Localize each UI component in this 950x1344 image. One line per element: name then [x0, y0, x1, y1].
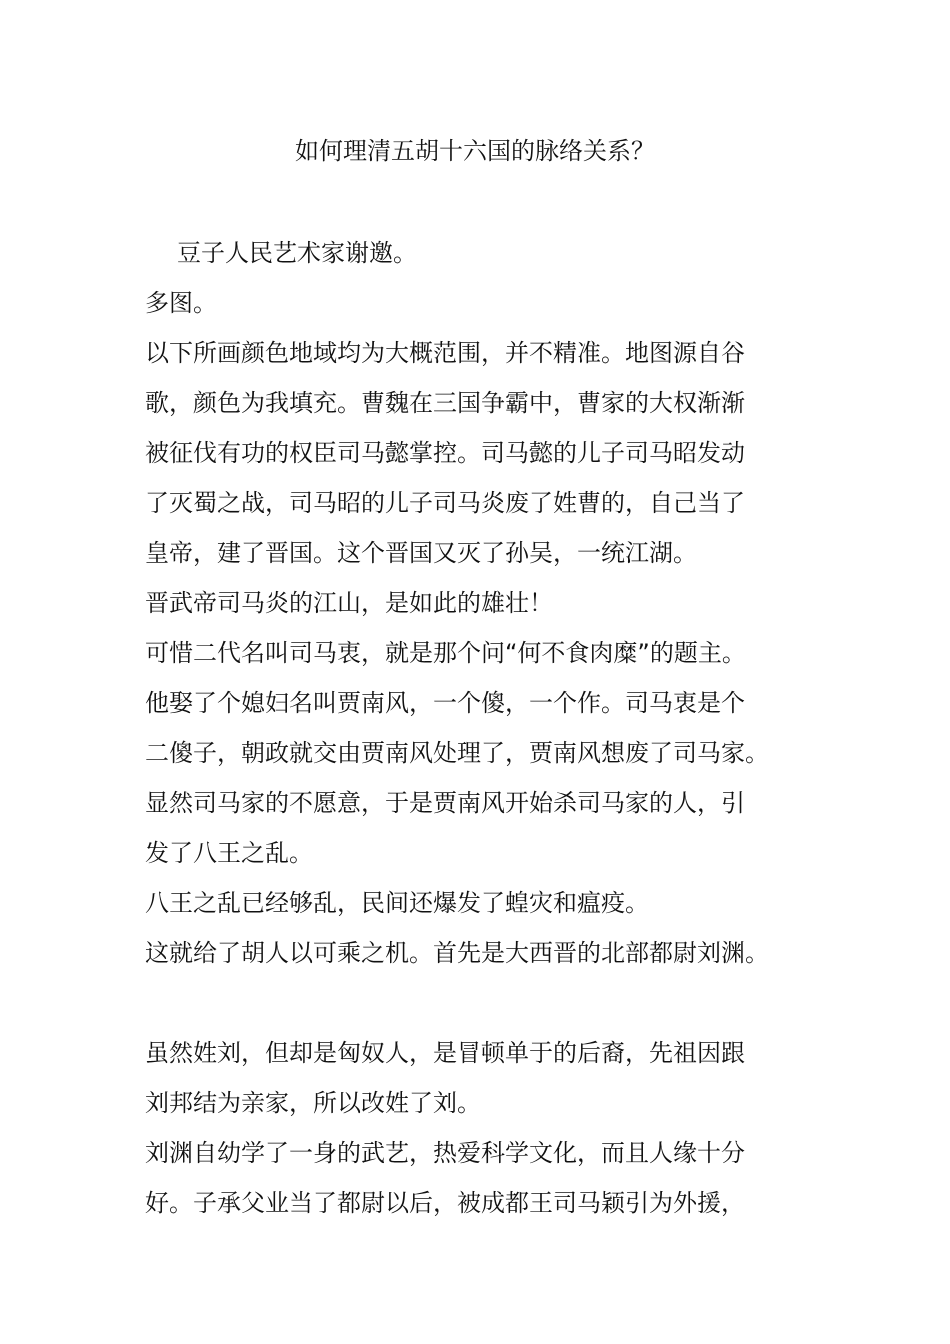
paragraph-line: 他娶了个媳妇名叫贾南风，一个傻，一个作。司马衷是个 — [145, 689, 745, 717]
paragraph-line: 以下所画颜色地域均为大概范围，并不精准。地图源自谷 — [145, 339, 745, 367]
paragraph-line: 好。子承父业当了都尉以后，被成都王司马颖引为外援， — [145, 1189, 745, 1217]
paragraph-line: 豆子人民艺术家谢邀。 — [177, 239, 417, 267]
paragraph-line: 晋武帝司马炎的江山，是如此的雄壮！ — [145, 589, 553, 617]
paragraph-line: 这就给了胡人以可乘之机。首先是大西晋的北部都尉刘渊。 — [145, 939, 769, 967]
paragraph-line: 被征伐有功的权臣司马懿掌控。司马懿的儿子司马昭发动 — [145, 439, 745, 467]
document-body — [145, 228, 810, 1228]
paragraph-line: 了灭蜀之战，司马昭的儿子司马炎废了姓曹的，自己当了 — [145, 489, 745, 517]
paragraph-line: 发了八王之乱。 — [145, 839, 313, 867]
paragraph-line: 皇帝，建了晋国。这个晋国又灭了孙吴，一统江湖。 — [145, 539, 697, 567]
paragraph-line: 多图。 — [145, 289, 217, 317]
paragraph-line: 八王之乱已经够乱，民间还爆发了蝗灾和瘟疫。 — [145, 889, 649, 917]
paragraph-line: 歌，颜色为我填充。曹魏在三国争霸中，曹家的大权渐渐 — [145, 389, 745, 417]
paragraph-line: 显然司马家的不愿意，于是贾南风开始杀司马家的人，引 — [145, 789, 745, 817]
paragraph-line: 可惜二代名叫司马衷，就是那个问“何不食肉糜”的题主。 — [145, 639, 746, 667]
paragraph-line: 虽然姓刘，但却是匈奴人，是冒顿单于的后裔，先祖因跟 — [145, 1039, 745, 1067]
paragraph-line: 刘邦结为亲家，所以改姓了刘。 — [145, 1089, 481, 1117]
blank-line — [145, 978, 810, 1028]
paragraph-line: 刘渊自幼学了一身的武艺，热爱科学文化，而且人缘十分 — [145, 1139, 745, 1167]
document-title: 如何理清五胡十六国的脉络关系？ — [295, 137, 655, 165]
paragraph-line: 二傻子，朝政就交由贾南风处理了，贾南风想废了司马家。 — [145, 739, 769, 767]
